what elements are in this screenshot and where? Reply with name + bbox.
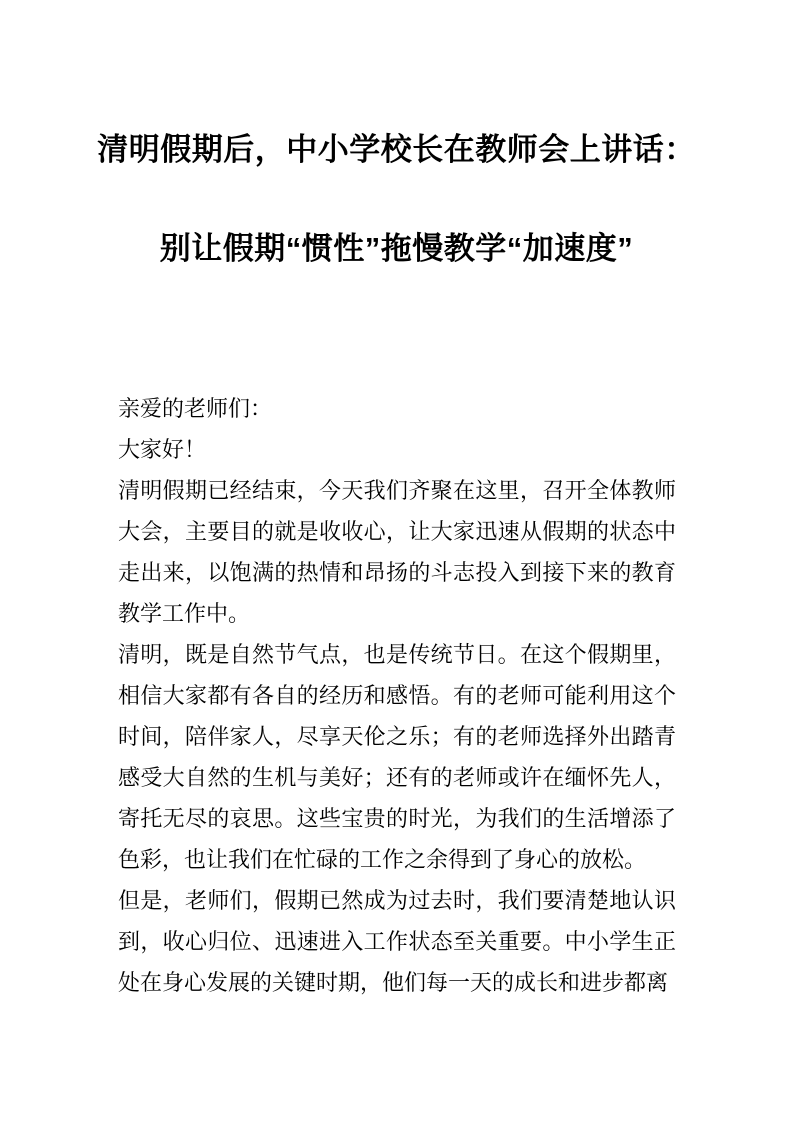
paragraph-greeting: 大家好！ xyxy=(118,437,207,462)
document-title xyxy=(0,0,793,298)
paragraph-holiday-reflection: 清明，既是自然节气点，也是传统节日。在这个假期里，相信大家都有各自的经历和感悟。有的老师可能利用这个时间，陪伴家人，尽享天伦之乐；有的老师选择外出踏青感受大自然的生机与美好；还有的老师或许在缅怀先人，寄托无尽的哀思。这些宝贵的时光，为我们的生活增添了色彩，也让我们在忙碌的工作之余得到了身心的放松。 xyxy=(118,642,676,872)
paragraph-back-to-work: 但是，老师们，假期已然成为过去时，我们要清楚地认识到，收心归位、迅速进入工作状态至关重要。中小学生正处在身心发展的关键时期，他们每一天的成长和进步都离 xyxy=(118,888,676,995)
paragraph-salutation: 亲爱的老师们： xyxy=(118,396,273,421)
paragraph-opening: 清明假期已经结束，今天我们齐聚在这里，召开全体教师大会，主要目的就是收收心，让大家迅速从假期的状态中走出来，以饱满的热情和昂扬的斗志投入到接下来的教育教学工作中。 xyxy=(118,478,676,626)
title-line-2: 别让假期“惯性”拖慢教学“加速度” xyxy=(159,231,634,266)
document-body xyxy=(118,388,676,1003)
title-line-1: 清明假期后，中小学校长在教师会上讲话： xyxy=(97,132,696,167)
